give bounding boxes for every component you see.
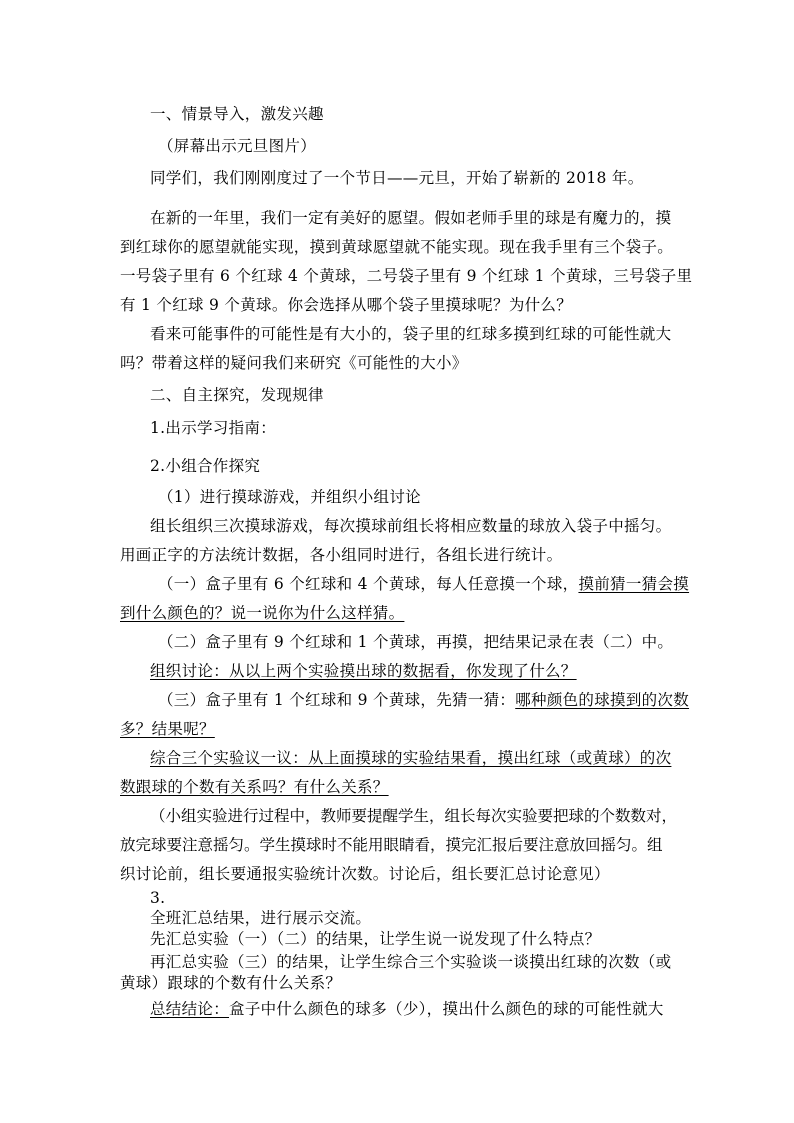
paragraph-line (150, 999, 664, 1019)
underlined-text: 到什么颜色的？说一说你为什么这样猜。 (120, 604, 405, 622)
paragraph-line: 织讨论前，组长要通报实验统计次数。讨论后，组长要汇总讨论意见） (120, 865, 610, 883)
paragraph-line: 全班汇总结果，进行展示交流。 (150, 909, 372, 927)
underlined-text: 综合三个实验议一议：从上面摸球的实验结果看，摸出红球（或黄球）的次 (150, 749, 672, 767)
stage-note: （屏幕出示元旦图片） (158, 137, 317, 155)
paragraph-line: 一号袋子里有 6 个红球 4 个黄球，二号袋子里有 9 个红球 1 个黄球，三号袋子里 (120, 267, 693, 285)
text-run: 盒子中什么颜色的球多（少），摸出什么颜色的球的可能性就大 (229, 1000, 664, 1018)
list-number: 3. (150, 889, 166, 907)
underlined-text: 组织讨论：从以上两个实验摸出球的数据看，你发现了什么？ (150, 662, 577, 680)
paragraph-line: 同学们，我们刚刚度过了一个节日——元旦，开始了崭新的 2018 年。 (150, 169, 644, 187)
paragraph-line: 到红球你的愿望就能实现，摸到黄球愿望就不能实现。现在我手里有三个袋子。 (120, 238, 674, 256)
paragraph-line: 有 1 个红球 9 个黄球。你会选择从哪个袋子里摸球呢？为什么？ (120, 296, 573, 314)
text-run: （一）盒子里有 6 个红球和 4 个黄球，每人任意摸一个球， (158, 575, 579, 593)
paragraph-line: 再汇总实验（三）的结果，让学生综合三个实验谈一谈摸出红球的次数（或 (150, 953, 672, 971)
paragraph-line: 放完球要注意摇匀。学生摸球时不能用眼睛看，摸完汇报后要注意放回摇匀。组 (120, 836, 663, 854)
paragraph-line: 看来可能事件的可能性是有大小的，袋子里的红球多摸到红球的可能性就大 (150, 325, 672, 343)
list-item: 2.小组合作探究 (150, 457, 261, 475)
paragraph-line: 在新的一年里，我们一定有美好的愿望。假如老师手里的球是有魔力的，摸 (150, 209, 672, 227)
paragraph-line (158, 574, 689, 594)
underlined-text: 摸前猜一猜会摸 (578, 575, 690, 593)
underlined-text: 哪种颜色的球摸到的次数 (515, 691, 690, 709)
paragraph-line: 吗？带着这样的疑问我们来研究《可能性的大小》 (120, 354, 468, 372)
list-item: 1.出示学习指南： (150, 419, 276, 437)
heading-explore: 二、自主探究，发现规律 (150, 386, 324, 404)
paragraph-line: 黄球）跟球的个数有什么关系？ (120, 974, 342, 992)
text-run: （三）盒子里有 1 个红球和 9 个黄球，先猜一猜： (158, 691, 516, 709)
paragraph-line: （小组实验进行过程中，教师要提醒学生，组长每次实验要把球的个数数对， (150, 807, 678, 825)
underlined-text: 数跟球的个数有关系吗？有什么关系？ (120, 778, 389, 796)
paragraph-line: 组长组织三次摸球游戏，每次摸球前组长将相应数量的球放入袋子中摇匀。 (150, 517, 672, 535)
sub-item: （1）进行摸球游戏，并组织小组讨论 (158, 488, 421, 506)
paragraph-line: 用画正字的方法统计数据，各小组同时进行，各组长进行统计。 (120, 546, 563, 564)
paragraph-line (158, 690, 689, 710)
heading-intro: 一、情景导入，激发兴趣 (150, 105, 324, 123)
paragraph-line: （二）盒子里有 9 个红球和 1 个黄球，再摸，把结果记录在表（二）中。 (158, 633, 674, 651)
underlined-text: 多？结果呢？ (120, 720, 215, 738)
underlined-text: 总结结论： (150, 1000, 230, 1018)
paragraph-line: 先汇总实验（一）（二）的结果，让学生说一说发现了什么特点？ (150, 930, 601, 948)
